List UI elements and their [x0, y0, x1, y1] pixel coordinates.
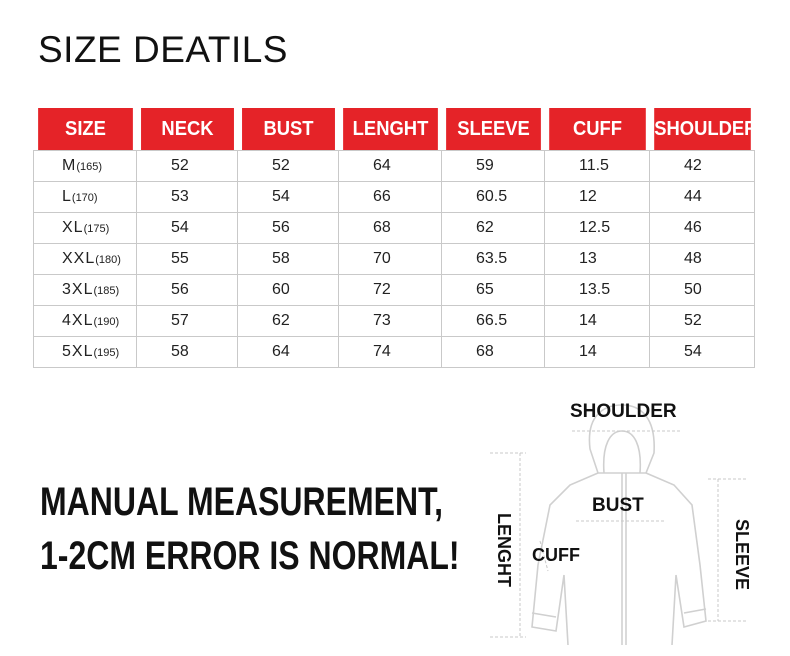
table-header-row: [34, 108, 755, 151]
column-header: SHOULDER: [654, 108, 751, 151]
table-row: [34, 275, 755, 306]
lenght-cell: 73: [339, 306, 442, 337]
size-label: M: [62, 157, 77, 174]
size-label: XXL: [62, 250, 96, 267]
size-cell: [34, 182, 137, 213]
neck-cell: 57: [137, 306, 238, 337]
cuff-cell: 13: [545, 244, 650, 275]
jacket-outline-illustration: [486, 395, 768, 645]
height-label: (175): [83, 223, 110, 235]
size-cell: [34, 306, 137, 337]
sleeve-cell: 65: [442, 275, 545, 306]
sleeve-cell: 66.5: [442, 306, 545, 337]
shoulder-cell: 48: [650, 244, 755, 275]
height-label: (165): [76, 161, 103, 173]
height-label: (190): [93, 316, 120, 328]
height-label: (185): [93, 285, 120, 297]
cuff-cell: 12.5: [545, 213, 650, 244]
shoulder-cell: 44: [650, 182, 755, 213]
lenght-cell: 74: [339, 337, 442, 368]
column-header: LENGHT: [343, 108, 438, 151]
size-cell: [34, 337, 137, 368]
table-row: [34, 213, 755, 244]
bust-cell: 60: [238, 275, 339, 306]
neck-cell: 52: [137, 151, 238, 182]
lenght-cell: 64: [339, 151, 442, 182]
bust-cell: 56: [238, 213, 339, 244]
height-label: (180): [95, 254, 121, 266]
lenght-cell: 66: [339, 182, 442, 213]
size-cell: [34, 275, 137, 306]
jacket-measurement-diagram: [486, 395, 768, 645]
table-row: [34, 182, 755, 213]
shoulder-cell: 42: [650, 151, 755, 182]
shoulder-cell: 46: [650, 213, 755, 244]
shoulder-label: SHOULDER: [570, 401, 677, 422]
column-header: BUST: [242, 108, 335, 151]
sleeve-cell: 63.5: [442, 244, 545, 275]
sleeve-cell: 60.5: [442, 182, 545, 213]
cuff-cell: 11.5: [545, 151, 650, 182]
lenght-cell: 68: [339, 213, 442, 244]
lenght-label: LENGHT: [494, 513, 514, 587]
cuff-cell: 14: [545, 337, 650, 368]
column-header: SLEEVE: [446, 108, 541, 151]
neck-cell: 54: [137, 213, 238, 244]
size-cell: [34, 213, 137, 244]
table-row: [34, 337, 755, 368]
bust-cell: 64: [238, 337, 339, 368]
column-header: CUFF: [549, 108, 646, 151]
size-label: 4XL: [62, 312, 94, 329]
sleeve-cell: 68: [442, 337, 545, 368]
bust-cell: 62: [238, 306, 339, 337]
page-title: SIZE DEATILS: [38, 29, 288, 70]
size-table: [33, 108, 755, 368]
bust-label: BUST: [592, 495, 644, 516]
height-label: (195): [93, 347, 120, 359]
column-header: SIZE: [38, 108, 133, 151]
cuff-cell: 12: [545, 182, 650, 213]
sleeve-label: SLEEVE: [732, 519, 752, 591]
sleeve-cell: 59: [442, 151, 545, 182]
table-row: [34, 306, 755, 337]
neck-cell: 56: [137, 275, 238, 306]
cuff-cell: 13.5: [545, 275, 650, 306]
table-row: [34, 244, 755, 275]
notice-line-2: 1-2CM ERROR IS NORMAL!: [40, 534, 460, 578]
sleeve-cell: 62: [442, 213, 545, 244]
neck-cell: 58: [137, 337, 238, 368]
column-header: NECK: [141, 108, 234, 151]
lenght-cell: 72: [339, 275, 442, 306]
lenght-cell: 70: [339, 244, 442, 275]
size-cell: [34, 151, 137, 182]
table-body: [34, 151, 755, 368]
shoulder-cell: 50: [650, 275, 755, 306]
bust-cell: 52: [238, 151, 339, 182]
cuff-cell: 14: [545, 306, 650, 337]
cuff-label: CUFF: [532, 545, 580, 565]
table-row: [34, 151, 755, 182]
neck-cell: 53: [137, 182, 238, 213]
size-label: XL: [62, 219, 84, 236]
shoulder-cell: 54: [650, 337, 755, 368]
height-label: (170): [71, 192, 98, 204]
neck-cell: 55: [137, 244, 238, 275]
bust-cell: 58: [238, 244, 339, 275]
size-label: 5XL: [62, 343, 94, 360]
size-label: L: [62, 188, 72, 205]
shoulder-cell: 52: [650, 306, 755, 337]
size-cell: [34, 244, 137, 275]
size-label: 3XL: [62, 281, 94, 298]
bust-cell: 54: [238, 182, 339, 213]
notice-line-1: MANUAL MEASUREMENT,: [40, 480, 443, 524]
